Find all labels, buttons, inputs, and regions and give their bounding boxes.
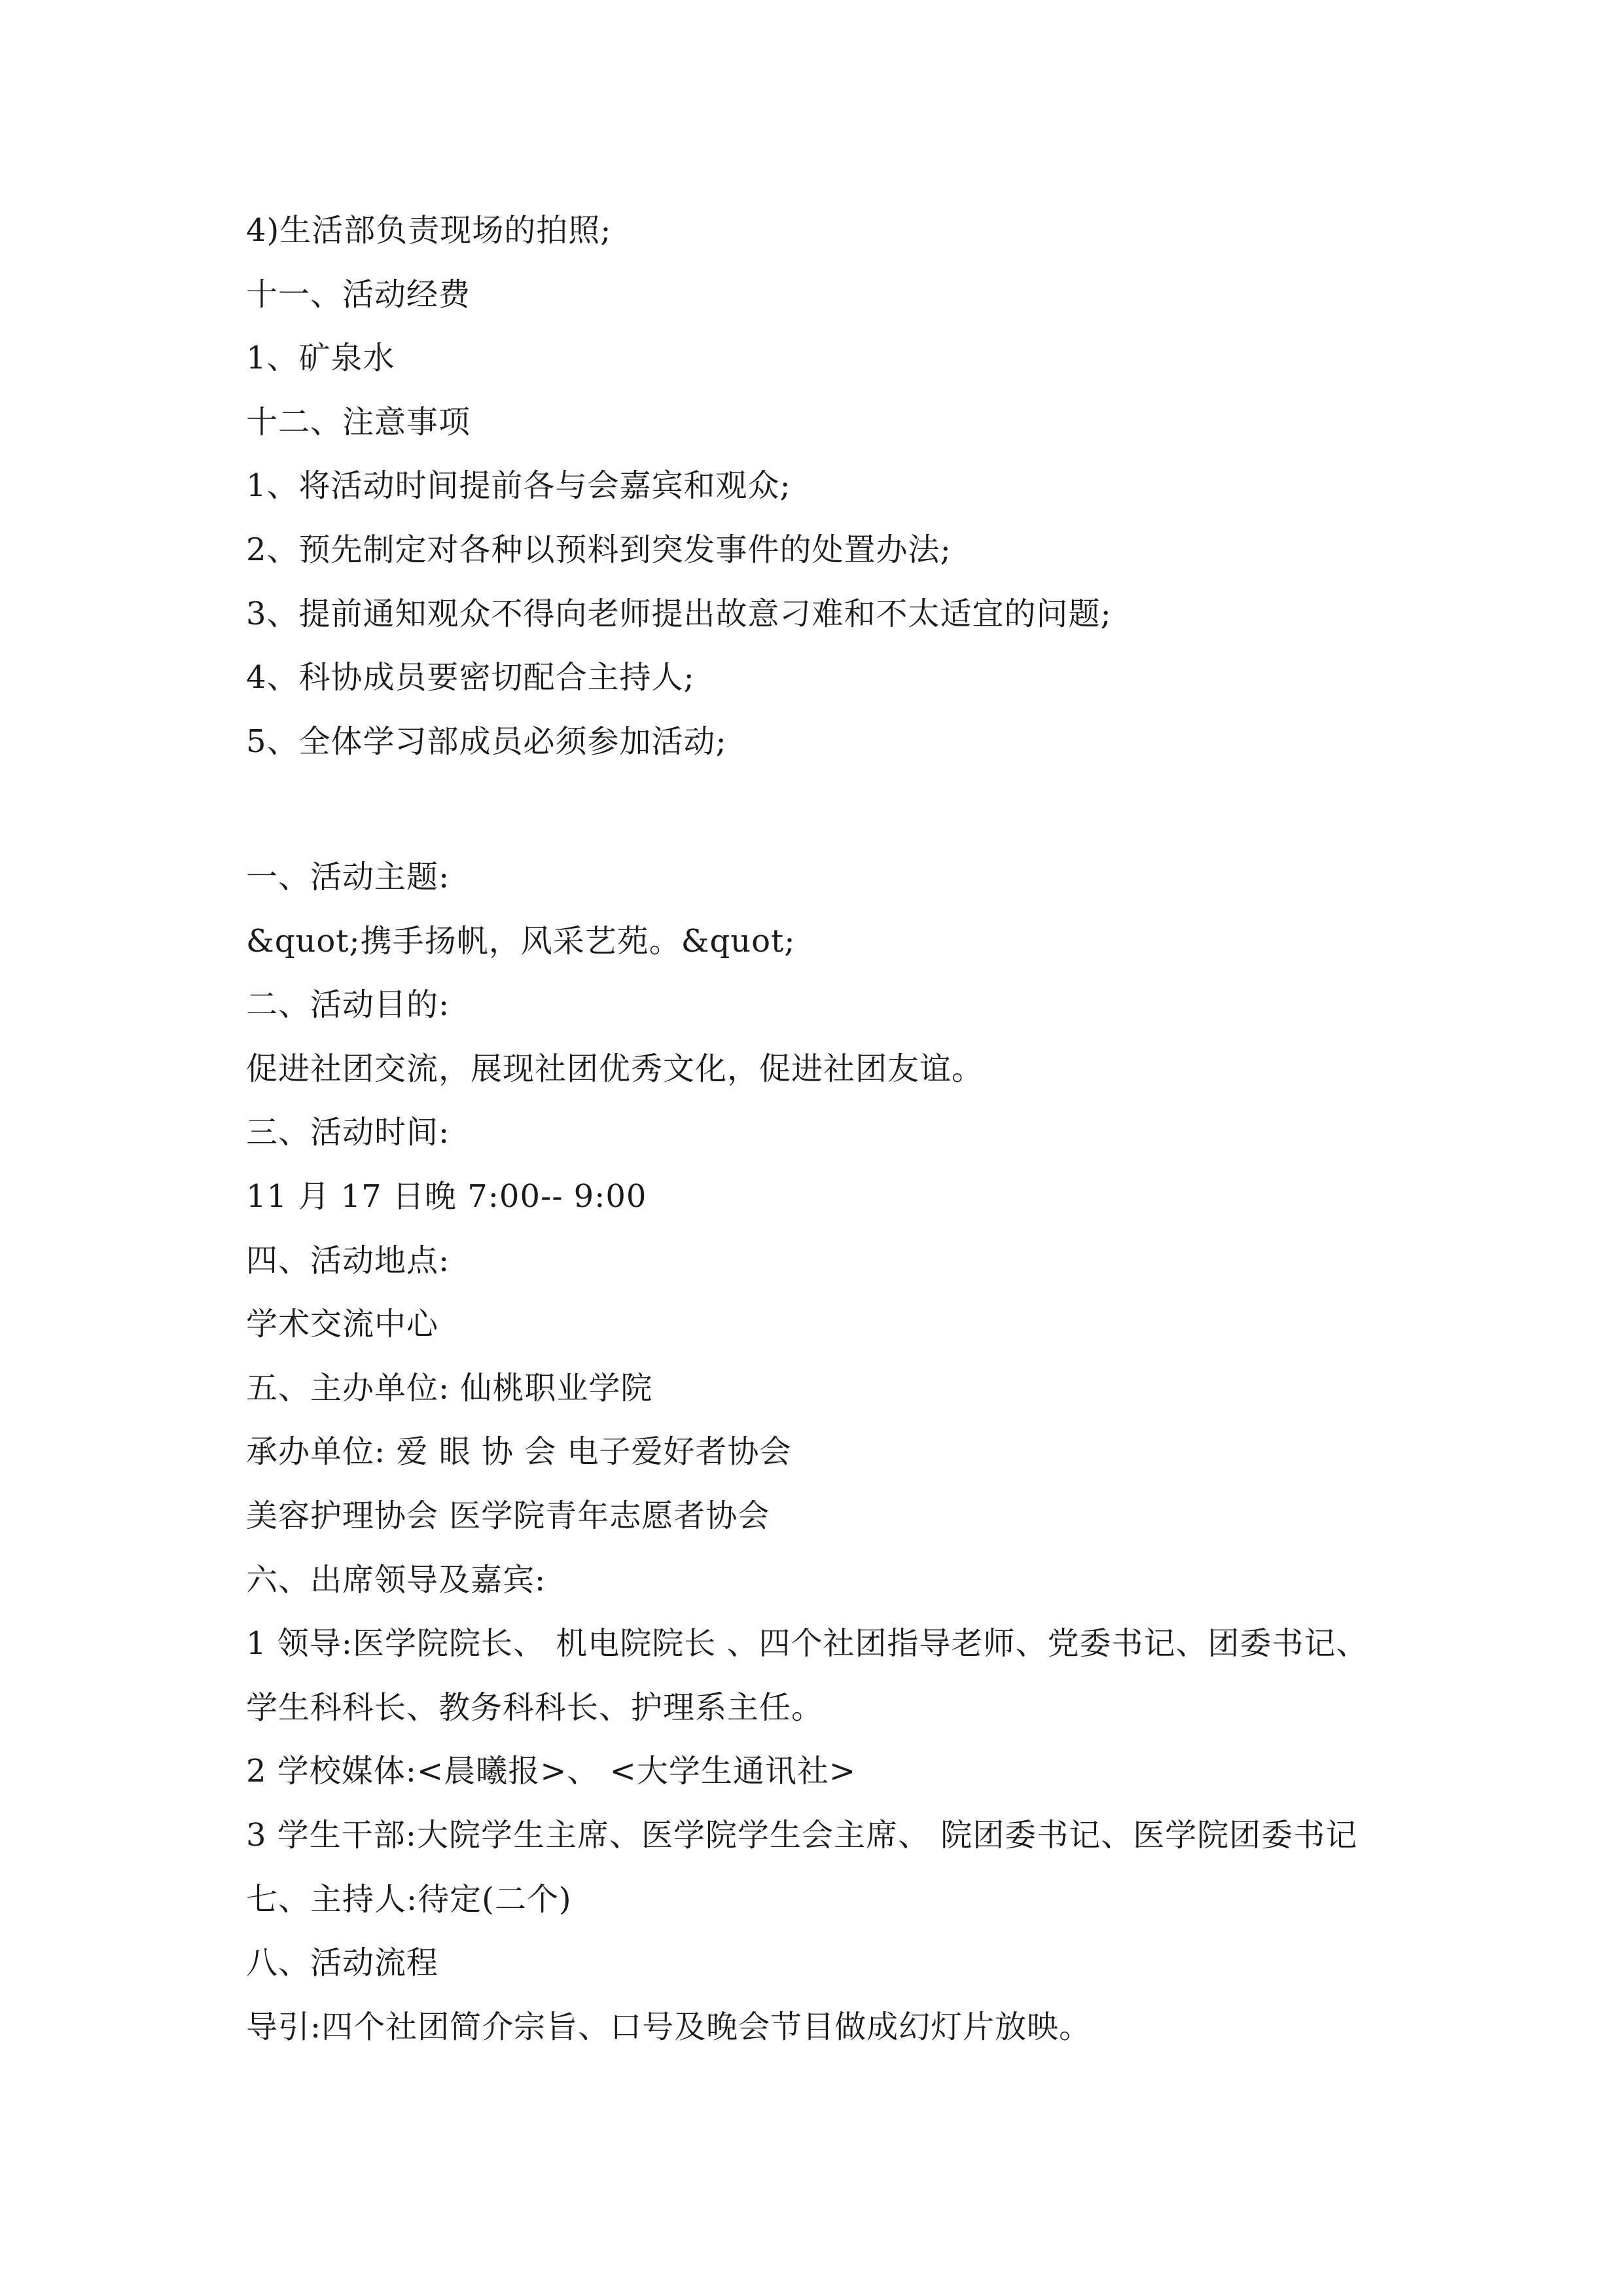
section-heading: 十一、活动经费 [246,276,471,313]
text-line: 3 学生干部:大院学生主席、医学院学生会主席、 院团委书记、医学院团委书记 [246,1816,1358,1854]
section-heading: 十二、注意事项 [246,403,471,440]
section-a [246,199,1424,774]
text-line: 1、矿泉水 [246,340,395,377]
section-heading: 七、主持人:待定(二个) [246,1880,572,1918]
text-line: 美容护理协会 医学院青年志愿者协会 [246,1497,770,1534]
text-line: 2、预先制定对各种以预料到突发事件的处置办法; [246,531,952,568]
section-heading: 五、主办单位: 仙桃职业学院 [246,1369,653,1407]
text-line: 3、提前通知观众不得向老师提出故意刁难和不太适宜的问题; [246,595,1112,632]
text-line: 1 领导:医学院院长、 机电院院长 、四个社团指导老师、党委书记、团委书记、 [246,1625,1368,1662]
section-heading: 六、出席领导及嘉宾: [246,1561,546,1598]
section-heading: 八、活动流程 [246,1945,439,1982]
section-b [246,846,1424,2059]
text-line: 1、将活动时间提前各与会嘉宾和观众; [246,467,791,505]
text-line: 11 月 17 日晚 7:00-- 9:00 [246,1177,647,1215]
text-line: 导引:四个社团简介宗旨、口号及晚会节目做成幻灯片放映。 [246,2008,1092,2045]
text-line: 5、全体学习部成员必须参加活动; [246,723,727,760]
text-line: 4)生活部负责现场的拍照; [246,212,612,249]
text-line: 学术交流中心 [246,1306,439,1343]
section-heading: 二、活动目的: [246,986,450,1024]
text-line: 学生科科长、教务科科长、护理系主任。 [246,1689,824,1726]
text-line: &quot;携手扬帆，风采艺苑。&quot; [246,922,796,960]
section-heading: 三、活动时间: [246,1114,450,1151]
text-line: 促进社团交流，展现社团优秀文化，促进社团友谊。 [246,1050,984,1087]
text-line: 2 学校媒体:<晨曦报>、 <大学生通讯社> [246,1753,857,1790]
section-heading: 一、活动主题: [246,859,450,895]
text-line: 4、科协成员要密切配合主持人; [246,659,695,696]
text-line: 承办单位: 爱 眼 协 会 电子爱好者协会 [246,1433,792,1471]
section-heading: 四、活动地点: [246,1242,450,1279]
